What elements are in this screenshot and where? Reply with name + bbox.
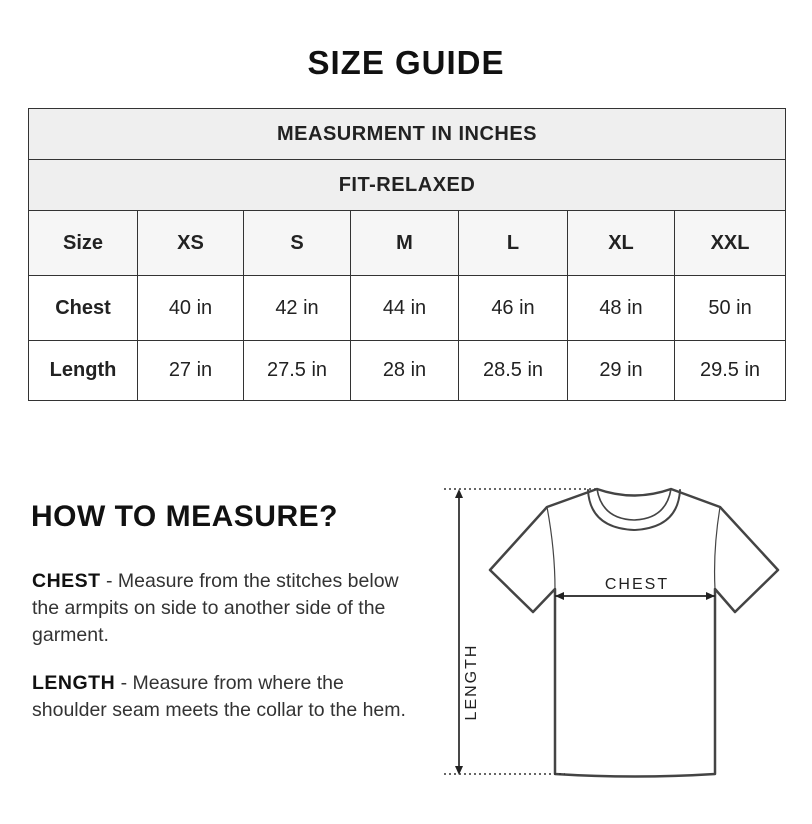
page-title: SIZE GUIDE: [307, 44, 505, 81]
size-cell: XXL: [675, 211, 786, 276]
size-cell: S: [244, 211, 351, 276]
length-measure-line: [444, 489, 597, 775]
length-cell: 27.5 in: [244, 341, 351, 401]
chest-cell: 46 in: [459, 276, 568, 341]
length-key: LENGTH: [32, 672, 116, 694]
chest-cell: 50 in: [675, 276, 786, 341]
chest-instruction-text: - Measure from the stitches below the armpits on side to another side of the garment.: [32, 570, 399, 646]
size-cell: XL: [568, 211, 675, 276]
length-cell: 28.5 in: [459, 341, 568, 401]
chest-cell: 42 in: [244, 276, 351, 341]
fit-banner: FIT-RELAXED: [29, 160, 786, 211]
size-table: [28, 108, 786, 401]
length-diagram-label: LENGTH: [463, 643, 480, 721]
size-row-header: Size: [29, 211, 138, 276]
table-row: [29, 211, 786, 276]
chest-cell: 40 in: [138, 276, 244, 341]
chest-instructions: [32, 568, 417, 649]
table-row: [29, 109, 786, 160]
size-cell: M: [351, 211, 459, 276]
chest-key: CHEST: [32, 570, 101, 592]
tshirt-icon: [490, 489, 778, 777]
tshirt-measure-diagram: [430, 470, 790, 800]
table-row: [29, 276, 786, 341]
chest-diagram-label: CHEST: [604, 576, 670, 593]
length-cell: 27 in: [138, 341, 244, 401]
length-cell: 29.5 in: [675, 341, 786, 401]
measurement-unit-banner: MEASURMENT IN INCHES: [29, 109, 786, 160]
table-row: [29, 341, 786, 401]
length-instructions: [32, 670, 417, 724]
size-cell: XS: [138, 211, 244, 276]
chest-cell: 44 in: [351, 276, 459, 341]
table-row: [29, 160, 786, 211]
length-row-header: Length: [29, 341, 138, 401]
how-to-measure-heading: HOW TO MEASURE?: [31, 500, 338, 533]
chest-measure-line: [555, 592, 715, 600]
size-cell: L: [459, 211, 568, 276]
chest-row-header: Chest: [29, 276, 138, 341]
length-instruction-text: - Measure from where the shoulder seam meets the collar to the hem.: [32, 672, 406, 721]
chest-cell: 48 in: [568, 276, 675, 341]
length-cell: 29 in: [568, 341, 675, 401]
length-cell: 28 in: [351, 341, 459, 401]
